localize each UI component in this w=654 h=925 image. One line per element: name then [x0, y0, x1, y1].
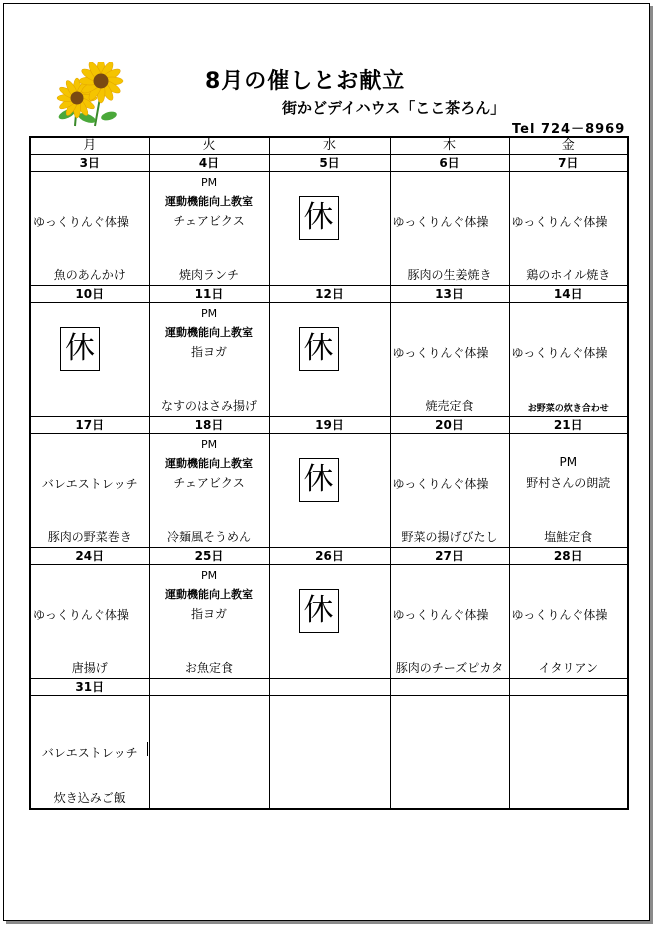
activity: ゆっくりんぐ体操: [511, 215, 608, 229]
lunch-menu: なすのはさみ揚げ: [160, 399, 257, 413]
schedule-row: [30, 696, 628, 810]
sunflower-icon: [55, 62, 125, 128]
class-name: 運動機能向上教室: [165, 195, 253, 208]
day-cell: [30, 172, 149, 286]
day-cell: [509, 565, 628, 679]
activity: 指ヨガ: [190, 607, 227, 621]
activity: 指ヨガ: [190, 345, 227, 359]
activity: チェアビクス: [173, 214, 245, 228]
date-cell: 5日: [269, 155, 390, 172]
date-cell: 11日: [149, 286, 269, 303]
phone-number: Tel 724－8969: [512, 122, 626, 137]
schedule-row: [30, 434, 628, 548]
calendar-table: [29, 136, 629, 810]
date-cell: 10日: [30, 286, 149, 303]
day-cell-empty: [269, 696, 390, 810]
lunch-menu: 炊き込みご飯: [53, 791, 126, 805]
weekday-wed: 水: [269, 137, 390, 155]
lunch-menu: 唐揚げ: [71, 661, 108, 675]
activity: バレエストレッチ: [41, 746, 138, 760]
date-cell: [269, 679, 390, 696]
day-cell-closed: [269, 303, 390, 417]
lunch-menu: 焼肉ランチ: [178, 268, 239, 282]
lunch-menu: イタリアン: [538, 661, 599, 675]
weekday-fri: 金: [509, 137, 628, 155]
date-cell: 25日: [149, 548, 269, 565]
day-cell: [149, 434, 269, 548]
day-cell: [30, 434, 149, 548]
day-cell: [509, 434, 628, 548]
pm-label: PM: [200, 438, 218, 451]
pm-label: PM: [200, 569, 218, 582]
activity: ゆっくりんぐ体操: [392, 215, 489, 229]
lunch-menu: 豚肉のチーズピカタ: [395, 661, 504, 675]
date-cell: [509, 679, 628, 696]
class-name: 運動機能向上教室: [165, 588, 253, 601]
lunch-menu: お野菜の炊き合わせ: [527, 404, 609, 414]
activity: バレエストレッチ: [41, 477, 138, 491]
date-cell: 24日: [30, 548, 149, 565]
class-name: 運動機能向上教室: [165, 457, 253, 470]
date-row: [30, 417, 628, 434]
weekday-tue: 火: [149, 137, 269, 155]
pm-label: PM: [200, 176, 218, 189]
day-cell: [30, 696, 149, 810]
activity: ゆっくりんぐ体操: [33, 608, 129, 622]
date-row: [30, 548, 628, 565]
closed-mark: 休: [299, 458, 339, 502]
date-cell: 6日: [390, 155, 509, 172]
schedule-row: [30, 303, 628, 417]
date-cell: 4日: [149, 155, 269, 172]
day-cell: [390, 565, 509, 679]
page-title: 8月の催しとお献立: [205, 69, 406, 94]
activity: ゆっくりんぐ体操: [392, 477, 489, 491]
date-cell: 28日: [509, 548, 628, 565]
lunch-menu: 塩鮭定食: [544, 530, 593, 544]
lunch-menu: 冷麺風そうめん: [166, 530, 251, 544]
closed-mark: 休: [60, 327, 100, 371]
date-cell: 19日: [269, 417, 390, 434]
day-cell: [509, 172, 628, 286]
closed-mark: 休: [299, 589, 339, 633]
lunch-menu: 鶏のホイル焼き: [526, 268, 611, 282]
pm-label: PM: [200, 307, 218, 320]
activity: ゆっくりんぐ体操: [33, 215, 129, 229]
schedule-row: [30, 172, 628, 286]
date-cell: 21日: [509, 417, 628, 434]
day-cell: [390, 172, 509, 286]
date-cell: 17日: [30, 417, 149, 434]
lunch-menu: 豚肉の野菜巻き: [47, 530, 132, 544]
activity: ゆっくりんぐ体操: [392, 346, 489, 360]
day-cell-empty: [149, 696, 269, 810]
day-cell: [390, 434, 509, 548]
date-cell: 3日: [30, 155, 149, 172]
day-cell: [509, 303, 628, 417]
date-row: [30, 286, 628, 303]
weekday-thu: 木: [390, 137, 509, 155]
lunch-menu: 魚のあんかけ: [53, 268, 126, 282]
day-cell-empty: [390, 696, 509, 810]
day-cell: [390, 303, 509, 417]
activity: 野村さんの朗読: [526, 476, 611, 490]
lunch-menu: お魚定食: [184, 661, 233, 675]
date-cell: 31日: [30, 679, 149, 696]
closed-mark: 休: [299, 196, 339, 240]
date-cell: 26日: [269, 548, 390, 565]
day-cell: [149, 172, 269, 286]
date-row: [30, 155, 628, 172]
schedule-row: [30, 565, 628, 679]
weekday-mon: 月: [30, 137, 149, 155]
weekday-header-row: [30, 137, 628, 155]
divider: [147, 742, 148, 756]
lunch-menu: 野菜の揚げびたし: [401, 530, 498, 544]
activity: チェアビクス: [173, 476, 245, 490]
class-name: 運動機能向上教室: [165, 326, 253, 339]
lunch-menu: 豚肉の生姜焼き: [407, 268, 492, 282]
day-cell: [149, 303, 269, 417]
activity: ゆっくりんぐ体操: [511, 346, 608, 360]
day-cell-closed: [269, 565, 390, 679]
activity: ゆっくりんぐ体操: [511, 608, 608, 622]
date-cell: 7日: [509, 155, 628, 172]
date-cell: 13日: [390, 286, 509, 303]
date-cell: 14日: [509, 286, 628, 303]
date-row: [30, 679, 628, 696]
closed-mark: 休: [299, 327, 339, 371]
day-cell: [30, 565, 149, 679]
date-cell: [149, 679, 269, 696]
date-cell: 20日: [390, 417, 509, 434]
date-cell: 27日: [390, 548, 509, 565]
day-cell: [149, 565, 269, 679]
date-cell: [390, 679, 509, 696]
date-cell: 12日: [269, 286, 390, 303]
date-cell: 18日: [149, 417, 269, 434]
day-cell-closed: [30, 303, 149, 417]
day-cell-empty: [509, 696, 628, 810]
day-cell-closed: [269, 434, 390, 548]
pm-label: PM: [559, 455, 578, 469]
facility-name: 街かどデイハウス「ここ茶ろん」: [282, 99, 506, 117]
day-cell-closed: [269, 172, 390, 286]
lunch-menu: 焼売定食: [425, 399, 474, 413]
activity: ゆっくりんぐ体操: [392, 608, 489, 622]
